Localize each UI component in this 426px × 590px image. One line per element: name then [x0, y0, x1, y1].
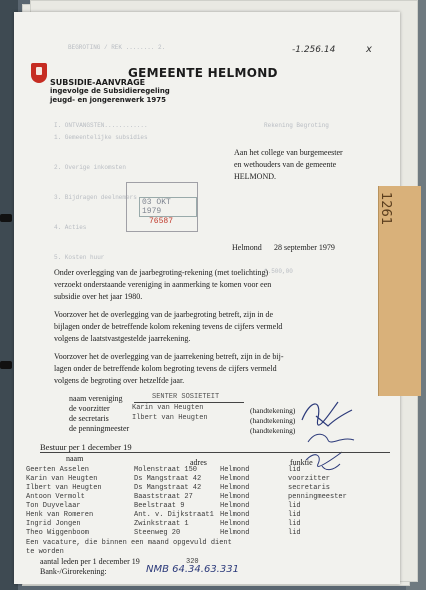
vacancy-note: te worden: [26, 548, 64, 556]
members-count: 320: [186, 558, 199, 566]
city-crest-icon: [31, 63, 47, 83]
form-subtitle: jeugd- en jongerenwerk 1975: [50, 96, 167, 104]
board-member-name: Theo Wiggenboom: [26, 529, 90, 537]
board-member-street: Ant. v. Dijkstraat1: [134, 511, 214, 519]
board-member-function: secretaris: [288, 484, 331, 492]
board-member-street: Molenstraat 150: [134, 466, 198, 474]
board-member-function: lid: [288, 520, 301, 528]
bleed-through-text: 1. Gemeentelijke subsidies: [54, 134, 148, 141]
board-member-city: Helmond: [220, 475, 250, 483]
paragraph-line: Voorzover het de overlegging van de jaarrekening betreft, zijn in de bij-: [54, 352, 284, 361]
organization-name: GEMEENTE HELMOND: [128, 66, 278, 80]
board-member-street: Zwinkstraat 1: [134, 520, 189, 528]
bank-account-number: NMB 64.34.63.331: [146, 564, 239, 575]
board-member-street: Steenweg 20: [134, 529, 181, 537]
paragraph-line: lagen onder de betreffende kolom begroting tevens de cijfers vermeld: [54, 364, 277, 373]
label-secretary: de secretaris: [69, 414, 109, 423]
board-member-city: Helmond: [220, 511, 250, 519]
paragraph-line: subsidie over het jaar 1980.: [54, 292, 143, 301]
index-tab: [378, 186, 421, 396]
paragraph-line: volgens de begroting over hetzelfde jaar.: [54, 376, 185, 385]
bleed-through-text: I. ONTVANGSTEN............: [54, 122, 148, 129]
divider: [40, 452, 390, 453]
board-member-function: lid: [288, 511, 301, 519]
receipt-stamp: [126, 182, 198, 232]
signature-label: (handtekening): [250, 416, 296, 425]
document-page: [14, 12, 400, 584]
board-member-name: Ilbert van Heugten: [26, 484, 102, 492]
board-member-function: penningmeester: [288, 493, 347, 501]
place: Helmond: [232, 243, 262, 252]
board-member-name: Ingrid Jongen: [26, 520, 81, 528]
board-member-name: Antoon Vermolt: [26, 493, 85, 501]
board-member-street: Ds Mangstraat 42: [134, 484, 202, 492]
label-treasurer: de penningmeester: [69, 424, 130, 433]
addressee-line: HELMOND.: [234, 172, 276, 181]
paragraph-line: volgens de laatstvastgestelde jaarrekening.: [54, 334, 191, 343]
date: 28 september 1979: [274, 243, 335, 252]
addressee-line: en wethouders van de gemeente: [234, 160, 337, 169]
column-header-address: adres: [190, 458, 207, 467]
members-label: aantal leden per 1 december 19: [40, 557, 140, 566]
label-chair: de voorzitter: [69, 404, 110, 413]
board-member-city: Helmond: [220, 502, 250, 510]
form-subtitle: ingevolge de Subsidieregeling: [50, 87, 170, 95]
board-member-function: voorzitter: [288, 475, 331, 483]
tab-number: 1261: [378, 192, 393, 226]
board-member-name: Ton Duyvelaar: [26, 502, 81, 510]
board-member-street: Beelstraat 9: [134, 502, 185, 510]
board-member-city: Helmond: [220, 520, 250, 528]
check-mark: x: [366, 44, 372, 55]
bleed-through-text: 3. Bijdragen deelnemers: [54, 194, 137, 201]
board-member-name: Karin van Heugten: [26, 475, 98, 483]
paragraph-line: Voorzover het de overlegging van de jaarbegroting betreft, zijn in de: [54, 310, 274, 319]
signature-label: (handtekening): [250, 406, 296, 415]
bleed-through-text: 1.500,00: [264, 268, 293, 275]
board-title: Bestuur per 1 december 19: [40, 442, 132, 452]
bleed-through-text: Rekening Begroting: [264, 122, 329, 129]
board-member-name: Geerten Asselen: [26, 466, 90, 474]
stamp-number: 76587: [149, 217, 174, 226]
file-number-annotation: -1.256.14: [292, 45, 336, 55]
binder-ring: [0, 214, 12, 222]
secretary-name: Ilbert van Heugten: [132, 414, 208, 422]
binder-ring: [0, 361, 12, 369]
bank-label: Bank-/Girorekening:: [40, 567, 107, 576]
column-header-function: funktie: [290, 458, 313, 467]
board-member-function: lid: [288, 502, 301, 510]
association-name: SENTER SOSIETEIT: [152, 393, 220, 401]
label-association-name: naam vereniging: [69, 394, 123, 403]
board-member-city: Helmond: [220, 484, 250, 492]
underline: [134, 402, 244, 403]
paragraph-line: bijlagen onder de betreffende kolom rekening tevens de cijfers vermeld: [54, 322, 283, 331]
board-member-function: lid: [288, 466, 301, 474]
signature-label: (handtekening): [250, 426, 296, 435]
addressee-line: Aan het college van burgemeester: [234, 148, 343, 157]
bleed-through-text: 5. Kosten huur: [54, 254, 105, 261]
board-member-city: Helmond: [220, 493, 250, 501]
paragraph-line: verzoekt onderstaande vereniging in aanmerking te komen voor een: [54, 280, 272, 289]
board-member-city: Helmond: [220, 529, 250, 537]
bleed-through-text: 2. Overige inkomsten: [54, 164, 127, 171]
board-member-function: lid: [288, 529, 301, 537]
paragraph-line: Onder overlegging van de jaarbegroting-rekening (met toelichting): [54, 268, 269, 277]
vacancy-note: Een vacature, die binnen een maand opgevuld dient: [26, 539, 232, 547]
form-title: SUBSIDIE-AANVRAGE: [50, 78, 146, 87]
bleed-through-text: BEGROTING / REK ........ 2.: [68, 44, 166, 51]
chair-name: Karin van Heugten: [132, 404, 204, 412]
bleed-through-text: 4. Acties: [54, 224, 87, 231]
stamp-date: 03 OKT 1979: [139, 197, 197, 217]
board-member-city: Helmond: [220, 466, 250, 474]
board-member-name: Henk van Romeren: [26, 511, 94, 519]
board-member-street: Baaststraat 27: [134, 493, 193, 501]
board-member-street: Ds Mangstraat 42: [134, 475, 202, 483]
column-header-name: naam: [66, 454, 84, 463]
